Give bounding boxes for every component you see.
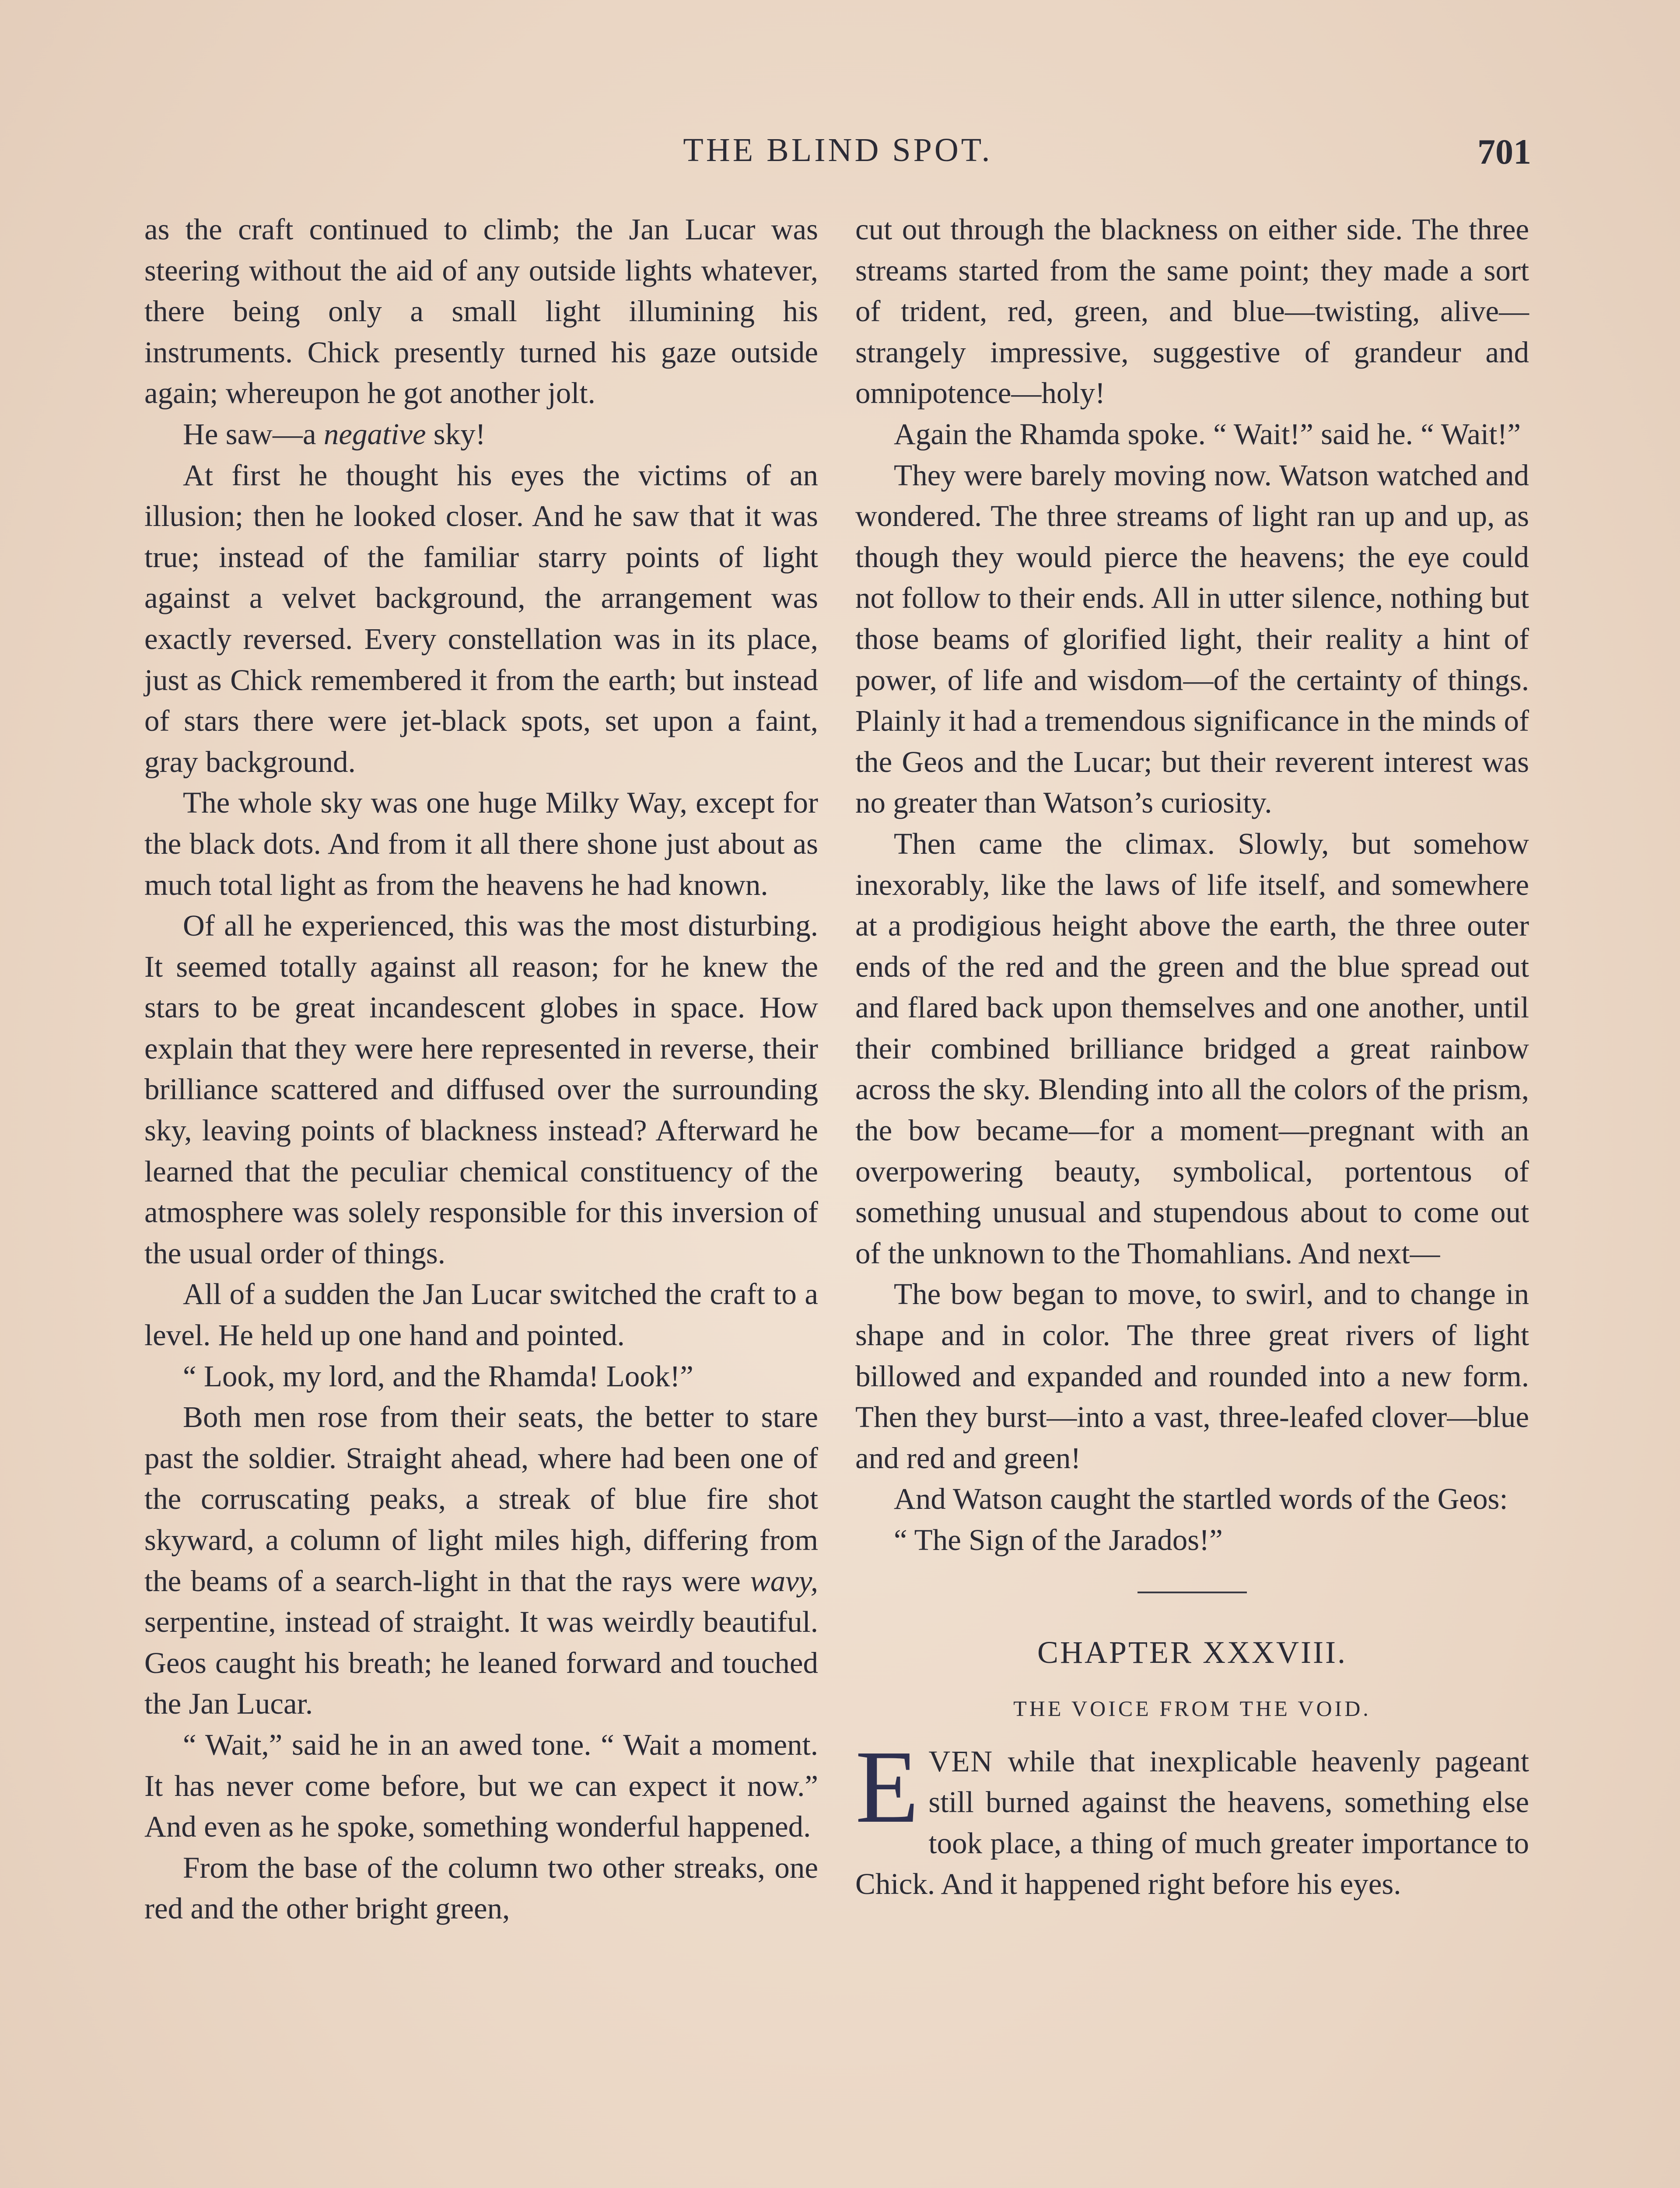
paragraph-text: sky! <box>426 417 486 451</box>
page-number: 701 <box>1477 132 1531 172</box>
chapter-title: CHAPTER XXXVIII. <box>1037 1634 1347 1670</box>
paragraph: They were barely moving now. Watson watched and wondered. The three streams of light ran up and up, as though they would pierce the heavens; the eye could not follow to their ends. All in utter silence, nothing but those beams of glorified light, their reality a hint of power, of life and wisdom—of the certainty of things. Plainly it had a tremendous significance in the minds of the Geos and the Lucar; but their reverent interest was no greater than Watson’s curiosity. <box>855 458 1529 820</box>
drop-cap: E <box>855 1729 919 1844</box>
left-column <box>144 209 818 1929</box>
paragraph <box>144 414 818 455</box>
emphasis-text: wavy, <box>750 1564 818 1598</box>
section-divider <box>1138 1592 1247 1593</box>
emphasis-text: negative <box>323 417 426 451</box>
paragraph: Of all he experienced, this was the most disturbing. It seemed totally against all reason; for he knew the stars to be great incandescent globes in space. How explain that they were here represented in reverse, their brilliance scattered and diffused over the surrounding sky, leaving points of blackness instead? Afterward he learned that the peculiar chemical constituency of the atmosphere was solely responsible for this inversion of the usual order of things. <box>144 909 818 1270</box>
paragraph-text: He saw—a <box>183 417 324 451</box>
paragraph: “ Look, my lord, and the Rhamda! Look!” <box>183 1359 693 1393</box>
paragraph: cut out through the blackness on either side. The three streams started from the same point; they made a sort of trident, red, green, and blue—twisting, alive—strangely impressive, suggestive of grandeur and omnipotence—holy! <box>855 213 1529 410</box>
paragraph: All of a sudden the Jan Lucar switched the craft to a level. He held up one hand and pointed. <box>144 1277 818 1352</box>
opening-paragraph <box>855 1729 1529 1905</box>
paragraph: as the craft continued to climb; the Jan Lucar was steering without the aid of any outside lights whatever, there being only a small light illumining his instruments. Chick presently turned his gaze outside again; whereupon he got another jolt. <box>144 213 818 410</box>
paragraph: The bow began to move, to swirl, and to change in shape and in color. The three great rivers of light billowed and expanded and rounded into a new form. Then they burst—into a vast, three-leafed clover—blue and red and green! <box>855 1277 1529 1475</box>
paragraph: At first he thought his eyes the victims of an illusion; then he looked closer. And he saw that it was true; instead of the familiar starry points of light against a velvet background, the arrangement was exactly reversed. Every constellation was in its place, just as Chick remembered it from the earth; but instead of stars there were jet-black spots, set upon a faint, gray background. <box>144 458 818 778</box>
paragraph: The whole sky was one huge Milky Way, except for the black dots. And from it all there shone just about as much total light as from the heavens he had known. <box>144 786 818 901</box>
paragraph: Again the Rhamda spoke. “ Wait!” said he. “ Wait!” <box>894 417 1521 451</box>
paragraph: Both men rose from their seats, the better to stare past the soldier. Straight ahead, where had been one of the corruscating peaks, a streak of blue fire shot skyward, a column of light miles high, differing from the beams of a search-light in that the rays were wavy, serpentine, instead of straight. It was weirdly beautiful. Geos caught his breath; he leaned forward and touched the Jan Lucar. <box>144 1400 818 1721</box>
paragraph-text: while that inexplicable heavenly pageant still burned against the heavens, something else took place, a thing of much greater importance to Chick. And it happened right before his eyes. <box>855 1744 1529 1901</box>
page-header <box>144 131 1531 179</box>
chapter-subtitle: THE VOICE FROM THE VOID. <box>1013 1696 1371 1721</box>
opening-word: VEN <box>928 1744 994 1778</box>
paragraph: From the base of the column two other streaks, one red and the other bright green, <box>144 1851 818 1925</box>
paragraph: “ Wait,” said he in an awed tone. “ Wait a moment. It has never come before, but we can expect it now.” And even as he spoke, something wonderful happened. <box>144 1728 818 1844</box>
paragraph: “ The Sign of the Jarados!” <box>894 1523 1223 1557</box>
paragraph: And Watson caught the startled words of the Geos: <box>894 1482 1508 1516</box>
running-title: THE BLIND SPOT. <box>683 132 993 168</box>
paragraph: Then came the climax. Slowly, but somehow inexorably, like the laws of life itself, and somewhere at a prodigious height above the earth, the three outer ends of the red and the green and the blue spread out and flared back upon themselves and one another, until their combined brilliance bridged a great rainbow across the sky. Blending into all the colors of the prism, the bow became—for a moment—pregnant with an overpowering beauty, symbolical, portentous of something unusual and stupendous about to come out of the unknown to the Thomahlians. And next— <box>855 827 1529 1270</box>
right-column <box>855 209 1529 1905</box>
